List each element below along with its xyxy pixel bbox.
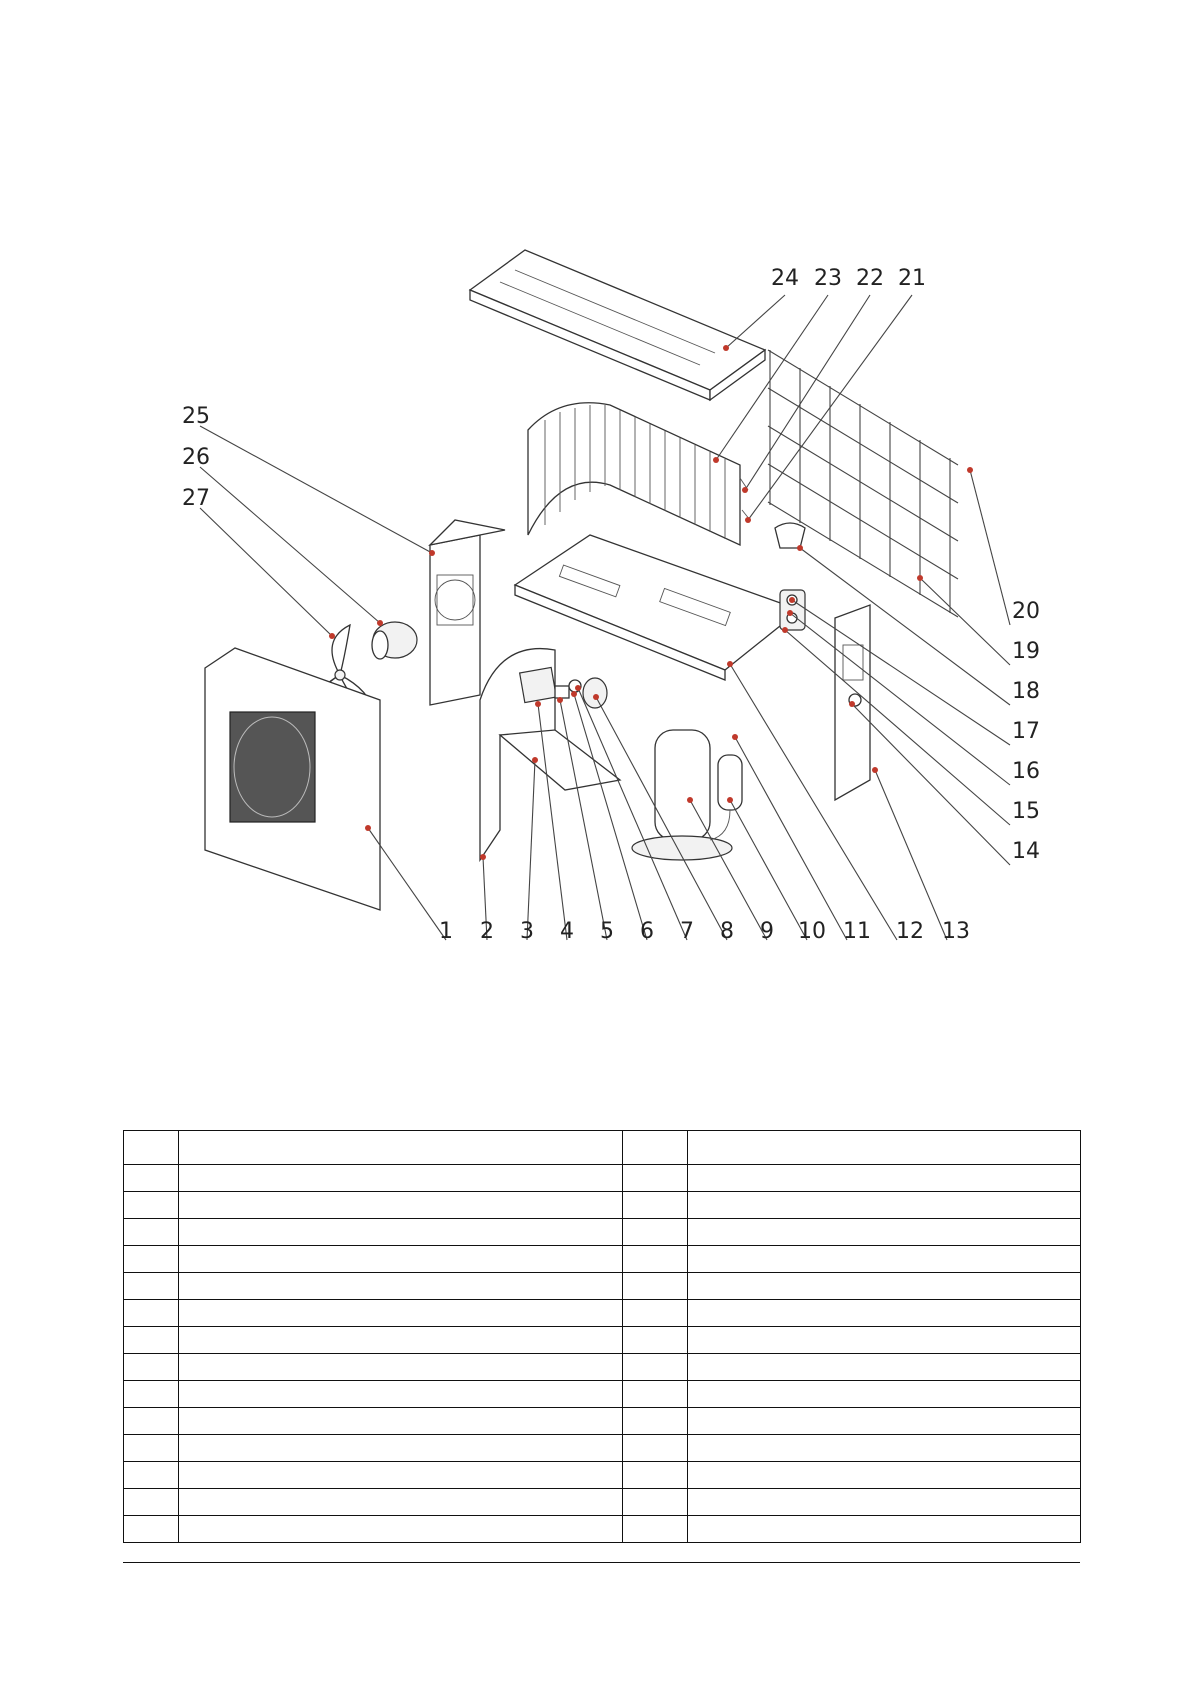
callout-17: 17: [1012, 719, 1040, 744]
table-cell: [688, 1516, 1081, 1543]
parts-list-table: [123, 1130, 1081, 1543]
table-header-row: [124, 1131, 1081, 1165]
table-cell: [623, 1219, 688, 1246]
table-row: [124, 1327, 1081, 1354]
table-row: [124, 1435, 1081, 1462]
table-cell: [124, 1165, 179, 1192]
callout-14: 14: [1012, 839, 1040, 864]
table-cell: [688, 1489, 1081, 1516]
table-cell: [688, 1462, 1081, 1489]
table-cell: [688, 1165, 1081, 1192]
table-cell: [179, 1435, 623, 1462]
table-cell: [688, 1354, 1081, 1381]
callout-1: 1: [439, 919, 453, 944]
callout-20: 20: [1012, 599, 1040, 624]
table-cell: [623, 1300, 688, 1327]
footer-rule: [123, 1562, 1080, 1563]
table-cell: [623, 1354, 688, 1381]
table-cell: [179, 1408, 623, 1435]
table-row: [124, 1246, 1081, 1273]
callout-25: 25: [182, 404, 210, 429]
table-cell: [688, 1435, 1081, 1462]
table-cell: [179, 1489, 623, 1516]
table-cell: [124, 1273, 179, 1300]
callout-8: 8: [720, 919, 734, 944]
table-cell: [179, 1381, 623, 1408]
table-cell: [623, 1408, 688, 1435]
fan-motor-part: [372, 622, 417, 659]
table-cell: [623, 1246, 688, 1273]
table-row: [124, 1219, 1081, 1246]
table-cell: [623, 1435, 688, 1462]
table-cell: [179, 1354, 623, 1381]
table-cell: [179, 1131, 623, 1165]
base-tray-part: [515, 535, 800, 680]
expansion-valve-part: [775, 523, 805, 548]
table-cell: [623, 1273, 688, 1300]
callout-6: 6: [640, 919, 654, 944]
table-row: [124, 1462, 1081, 1489]
table-cell: [688, 1246, 1081, 1273]
table-cell: [179, 1516, 623, 1543]
callout-22: 22: [856, 266, 884, 291]
table-cell: [124, 1219, 179, 1246]
table-cell: [124, 1435, 179, 1462]
table-row: [124, 1489, 1081, 1516]
condenser-coil-part: [528, 403, 740, 545]
table-cell: [124, 1131, 179, 1165]
callout-7: 7: [680, 919, 694, 944]
table-row: [124, 1300, 1081, 1327]
table-cell: [124, 1327, 179, 1354]
table-cell: [623, 1327, 688, 1354]
table-cell: [623, 1165, 688, 1192]
table-cell: [688, 1219, 1081, 1246]
table-cell: [179, 1327, 623, 1354]
table-cell: [124, 1246, 179, 1273]
table-cell: [179, 1273, 623, 1300]
top-cover-part: [470, 250, 765, 400]
callout-10: 10: [798, 919, 826, 944]
callout-27: 27: [182, 486, 210, 511]
callout-23: 23: [814, 266, 842, 291]
callout-13: 13: [942, 919, 970, 944]
table-cell: [179, 1246, 623, 1273]
table-cell: [688, 1300, 1081, 1327]
table-cell: [688, 1327, 1081, 1354]
table-cell: [623, 1516, 688, 1543]
table-cell: [688, 1273, 1081, 1300]
callout-19: 19: [1012, 639, 1040, 664]
table-cell: [623, 1131, 688, 1165]
table-row: [124, 1408, 1081, 1435]
table-cell: [124, 1489, 179, 1516]
callout-9: 9: [760, 919, 774, 944]
table-row: [124, 1192, 1081, 1219]
callout-21: 21: [898, 266, 926, 291]
table-cell: [179, 1462, 623, 1489]
callout-15: 15: [1012, 799, 1040, 824]
rear-grille-part: [768, 350, 958, 617]
table-cell: [124, 1300, 179, 1327]
table-cell: [623, 1381, 688, 1408]
callout-5: 5: [600, 919, 614, 944]
callout-18: 18: [1012, 679, 1040, 704]
table-cell: [623, 1192, 688, 1219]
callout-11: 11: [843, 919, 871, 944]
table-row: [124, 1273, 1081, 1300]
table-row: [124, 1165, 1081, 1192]
table-cell: [179, 1219, 623, 1246]
callout-12: 12: [896, 919, 924, 944]
table-cell: [688, 1408, 1081, 1435]
callout-16: 16: [1012, 759, 1040, 784]
callout-4: 4: [560, 919, 574, 944]
table-cell: [688, 1381, 1081, 1408]
callout-2: 2: [480, 919, 494, 944]
table-cell: [623, 1489, 688, 1516]
table-row: [124, 1516, 1081, 1543]
table-cell: [623, 1462, 688, 1489]
table-cell: [688, 1131, 1081, 1165]
table-cell: [688, 1192, 1081, 1219]
table-row: [124, 1381, 1081, 1408]
table-cell: [124, 1354, 179, 1381]
callout-24: 24: [771, 266, 799, 291]
table-cell: [179, 1192, 623, 1219]
table-cell: [124, 1408, 179, 1435]
callout-26: 26: [182, 445, 210, 470]
electric-box-part: [500, 730, 620, 790]
table-cell: [179, 1165, 623, 1192]
table-cell: [179, 1300, 623, 1327]
table-cell: [124, 1192, 179, 1219]
table-cell: [124, 1381, 179, 1408]
callout-3: 3: [520, 919, 534, 944]
table-cell: [124, 1462, 179, 1489]
table-row: [124, 1354, 1081, 1381]
table-cell: [124, 1516, 179, 1543]
